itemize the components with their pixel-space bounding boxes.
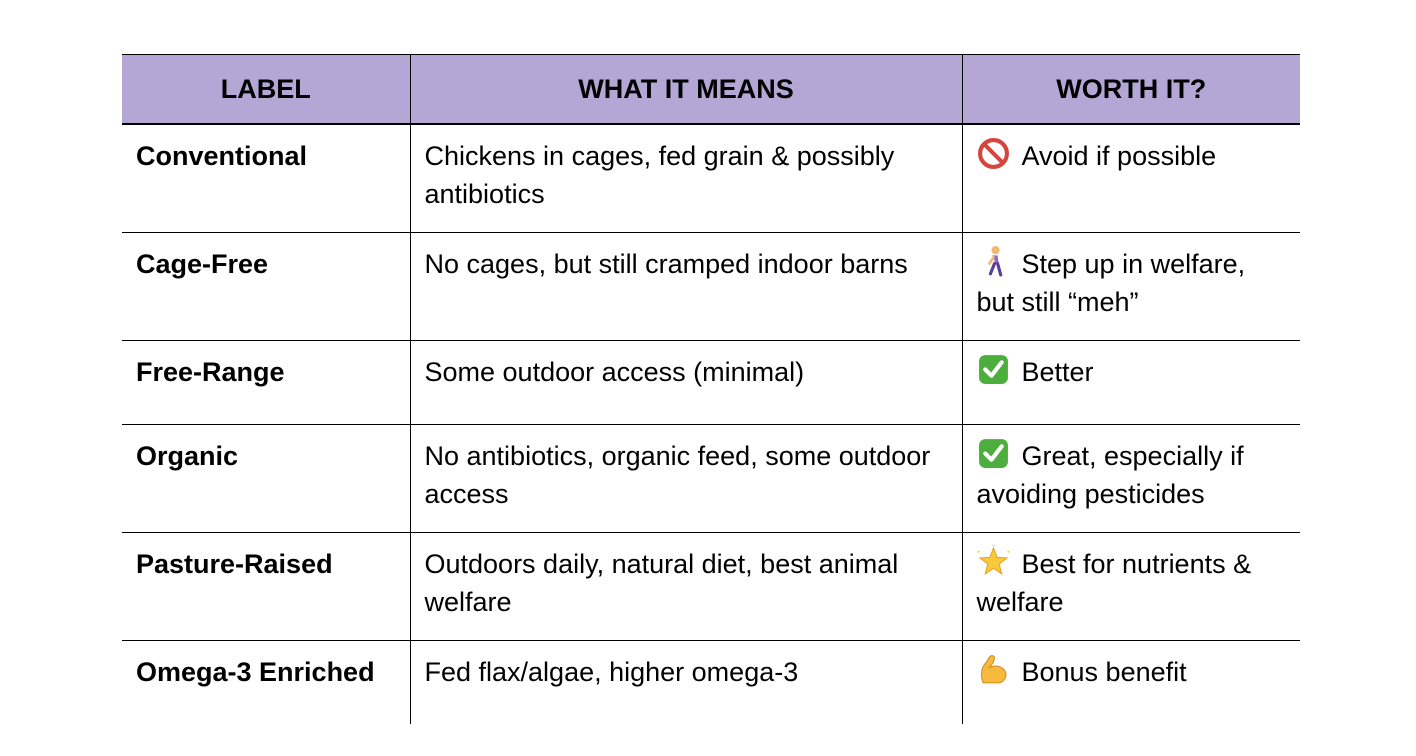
no-entry-sign-icon: [977, 137, 1010, 170]
row-worth: [962, 124, 1300, 233]
table-row: [122, 233, 1300, 341]
row-worth-text: Bonus benefit: [1021, 657, 1187, 687]
flexed-biceps-icon: [977, 653, 1010, 686]
glowing-star-icon: [977, 545, 1010, 578]
header-worth-it: WORTH IT?: [962, 55, 1300, 125]
row-meaning: Fed flax/algae, higher omega-3: [410, 641, 962, 725]
row-worth-text: Better: [1021, 357, 1094, 387]
row-meaning: No antibiotics, organic feed, some outdoor access: [410, 425, 962, 533]
row-label: Omega-3 Enriched: [136, 657, 375, 687]
row-label: Organic: [122, 425, 410, 533]
table-row: [122, 641, 1300, 725]
row-worth: [962, 425, 1300, 533]
row-meaning: Outdoors daily, natural diet, best animal welfare: [410, 533, 962, 641]
row-meaning: Some outdoor access (minimal): [410, 341, 962, 425]
row-label: Conventional: [122, 124, 410, 233]
table-row: [122, 533, 1300, 641]
check-mark-button-icon: [977, 437, 1010, 470]
check-mark-button-icon: [977, 353, 1010, 386]
table-header-row: [122, 55, 1300, 125]
row-worth: [962, 341, 1300, 425]
row-worth: [962, 233, 1300, 341]
table-row: [122, 124, 1300, 233]
row-worth: [962, 533, 1300, 641]
egg-labels-table: [122, 54, 1300, 724]
row-label: Cage-Free: [122, 233, 410, 341]
row-label: Free-Range: [122, 341, 410, 425]
row-label: Pasture-Raised: [122, 533, 410, 641]
row-meaning: Chickens in cages, fed grain & possibly antibiotics: [410, 124, 962, 233]
row-worth-text: Avoid if possible: [1021, 141, 1217, 171]
person-walking-icon: [977, 245, 1010, 278]
table-row: [122, 425, 1300, 533]
table-row: [122, 341, 1300, 425]
header-label: LABEL: [122, 55, 410, 125]
row-worth-text: Great, especially if avoiding pesticides: [976, 441, 1244, 509]
row-worth-text: Best for nutrients & welfare: [976, 549, 1252, 617]
row-worth: [962, 641, 1300, 725]
row-worth-text: Step up in welfare, but still “meh”: [976, 249, 1246, 317]
header-what-it-means: WHAT IT MEANS: [410, 55, 962, 125]
row-meaning: No cages, but still cramped indoor barns: [410, 233, 962, 341]
